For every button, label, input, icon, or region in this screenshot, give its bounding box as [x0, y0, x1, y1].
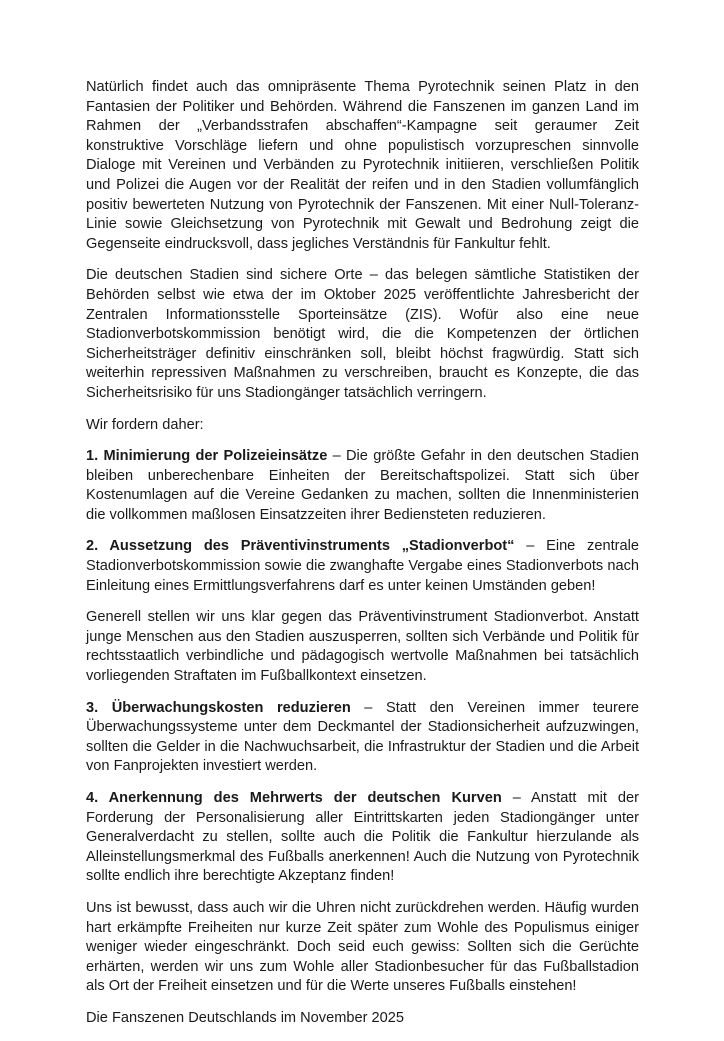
- demand-1: [86, 447, 639, 525]
- demand-2-title: 2. Aussetzung des Präventivinstruments „Stadionverbot“: [86, 538, 515, 555]
- document-page: [86, 78, 639, 1041]
- paragraph-wir-fordern: Wir fordern daher:: [86, 416, 204, 433]
- demand-2: [86, 537, 639, 596]
- demand-4-title: 4. Anerkennung des Mehrwerts der deutschen Kurven: [86, 790, 502, 806]
- paragraph-pyrotechnik: Natürlich findet auch das omnipräsente Thema Pyrotechnik seinen Platz in den Fantasien der Politiker und Behörden. Während die Fanszenen im ganzen Land im Rahmen der „Verbandsstrafen abschaffen“-Kampagne seit geraumer Zeit konstruktive Vorschläge liefern und ohne populistisch vorzupreschen sinnvolle Dialoge mit Vereinen und Verbänden zu Pyrotechnik initiieren, verschließen Politik und Polizei die Augen vor der Realität der reifen und in den Stadien vollumfänglich positiv bewerteten Nutzung von Pyrotechnik der Fanszenen. Mit einer Null-Toleranz-Linie sowie Gleichsetzung von Pyrotechnik mit Gewalt und Bedrohung zeigt die Gegenseite eindrucksvoll, dass jegliches Verständnis für Fankultur fehlt.: [86, 79, 639, 252]
- paragraph-closing: Uns ist bewusst, dass auch wir die Uhren nicht zurückdrehen werden. Häufig wurden hart erkämpfte Freiheiten nur kurze Zeit später zum Wohle des Populismus einiger weniger wieder eingeschränkt. Doch seid euch gewiss: Sollten sich die Gerüchte erhärten, werden wir uns zum Wohle aller Stadionbesucher für das Fußballstadion als Ort der Freiheit einsetzen und für die Werte unseres Fußballs einstehen!: [86, 899, 639, 995]
- demand-1-title: 1. Minimierung der Polizeieinsätze: [86, 448, 328, 465]
- paragraph-stadionverbot: Generell stellen wir uns klar gegen das Präventivinstrument Stadionverbot. Anstatt junge Menschen aus den Stadien auszusperren, sollten sich Verbände und Politik für rechtsstaatlich verbindliche und pädagogisch wertvolle Maßnahmen bei tatsächlich vorliegenden Straftaten im Fußballkontext einsetzen.: [86, 609, 639, 685]
- demand-2-text: – Eine zentrale Stadionverbotskommission sowie die zwanghafte Vergabe eines Stadionverbots nach Einleitung eines Ermittlungsverfahrens darf es unter keinen Umständen geben!: [86, 538, 639, 594]
- demand-3-text: – Statt den Vereinen immer teurere Überwachungssysteme unter dem Deckmantel der Stadionsicherheit aufzuzwingen, sollten die Gelder in die Nachwuchsarbeit, die Infrastruktur der Stadien und die Arbeit von Fanprojekten investiert werden.: [86, 699, 639, 775]
- demand-4-text: – Anstatt mit der Forderung der Personalisierung aller Eintrittskarten jeden Stadiongänger unter Generalverdacht zu stellen, sollte auch die Politik die Fankultur hierzulande als Alleinstellungsmerkmal des Fußballs anerkennen! Auch die Nutzung von Pyrotechnik sollte endlich ihre berechtigte Akzeptanz finden!: [86, 790, 639, 885]
- paragraph-stadien-sicher: Die deutschen Stadien sind sichere Orte – das belegen sämtliche Statistiken der Behörden selbst wie etwa der im Oktober 2025 veröffentlichte Jahresbericht der Zentralen Informationsstelle Sporteinsätze (ZIS). Wofür also eine neue Stadionverbotskommission benötigt wird, die die Kompetenzen der örtlichen Sicherheitsträger definitiv einschränken soll, bleibt höchst fragwürdig. Statt sich weiterhin repressiven Maßnahmen zu verschreiben, braucht es Konzepte, die das Sicherheitsrisiko für uns Stadiongänger tatsächlich verringern.: [86, 267, 639, 401]
- demand-3: [86, 699, 639, 777]
- signature: Die Fanszenen Deutschlands im November 2025: [86, 1009, 404, 1026]
- demand-4: [86, 789, 639, 887]
- demand-3-title: 3. Überwachungskosten reduzieren: [86, 699, 351, 716]
- demand-1-text: – Die größte Gefahr in den deutschen Stadien bleiben unberechenbare Einheiten der Bereitschaftspolizei. Statt sich über Kostenumlagen auf die Vereine Gedanken zu machen, sollten die Innenministerien die vollkommen maßlosen Einsatzzeiten ihrer Bediensteten reduzieren.: [86, 448, 639, 523]
